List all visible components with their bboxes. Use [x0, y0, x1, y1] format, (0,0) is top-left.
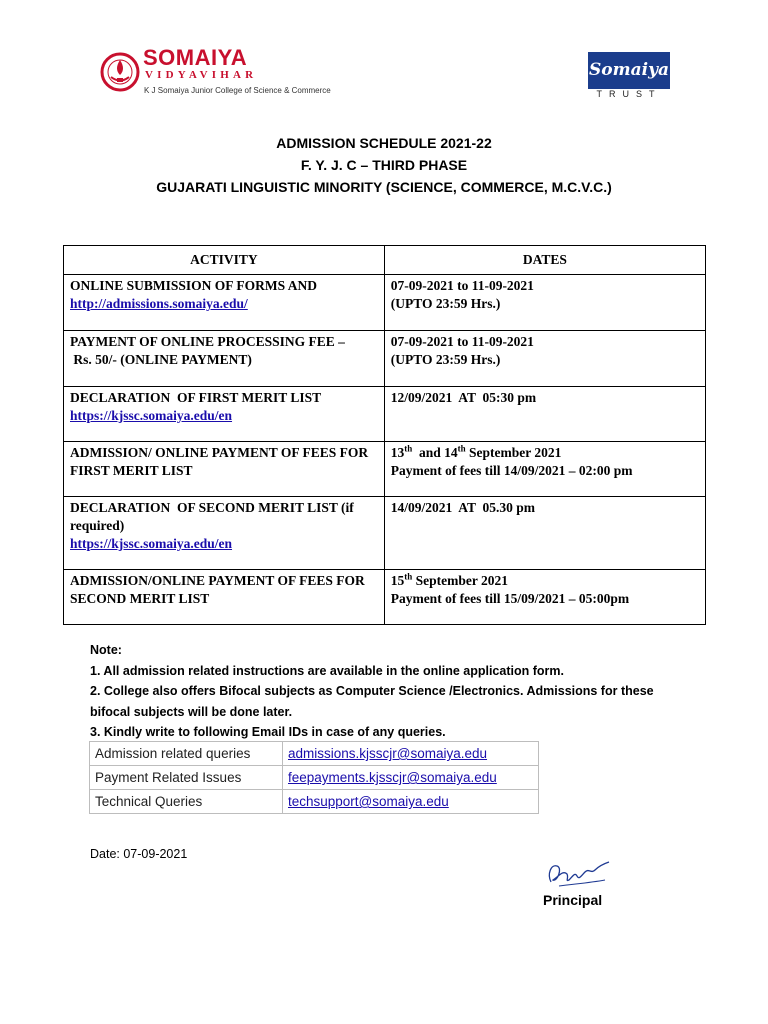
notes-section [90, 640, 710, 743]
table-row [64, 275, 706, 331]
activity-cell [64, 275, 385, 331]
email-link[interactable]: admissions.kjsscjr@somaiya.edu [283, 742, 539, 766]
date-day: and 14 [412, 445, 458, 460]
payment-deadline: Payment of fees till 14/09/2021 – 02:00 pm [390, 463, 633, 478]
activity-text: DECLARATION OF FIRST MERIT LIST [70, 390, 322, 405]
table-row [64, 497, 706, 570]
admissions-portal-link[interactable]: http://admissions.somaiya.edu/ [70, 296, 248, 311]
date-suffix: th [404, 443, 413, 454]
dates-cell [384, 387, 705, 442]
query-type: Admission related queries [90, 742, 283, 766]
query-type: Payment Related Issues [90, 766, 283, 790]
payment-deadline: Payment of fees till 15/09/2021 – 05:00pm [390, 591, 630, 606]
document-title [0, 132, 768, 198]
activity-cell [64, 570, 385, 625]
dates-cell [384, 331, 705, 387]
college-name: K J Somaiya Junior College of Science & Commerce [144, 86, 331, 95]
activity-text: ADMISSION/ONLINE PAYMENT OF FEES FOR SECOND MERIT LIST [70, 573, 365, 606]
issue-date: Date: 07-09-2021 [90, 847, 188, 861]
date-month: September 2021 [412, 573, 508, 588]
date-day: 15 [390, 573, 405, 588]
kjssc-website-link[interactable]: https://kjssc.somaiya.edu/en [70, 536, 233, 551]
date-range: 07-09-2021 to 11-09-2021 [390, 278, 534, 293]
note-item: 3. Kindly write to following Email IDs in case of any queries. [90, 725, 446, 739]
dates-cell [384, 275, 705, 331]
activity-text: ADMISSION/ ONLINE PAYMENT OF FEES FOR FIRST MERIT LIST [70, 445, 369, 478]
table-row [90, 742, 539, 766]
date-range [391, 444, 699, 462]
note-item: 2. College also offers Bifocal subjects as Computer Science /Electronics. Admissions for these [90, 684, 654, 698]
trust-logo-caption: TRUST [596, 89, 662, 99]
principal-label: Principal [543, 892, 603, 908]
kjssc-website-link[interactable]: https://kjssc.somaiya.edu/en [70, 408, 233, 423]
principal-signature [545, 856, 615, 892]
activity-text: ONLINE SUBMISSION OF FORMS AND [70, 278, 318, 293]
table-row [64, 442, 706, 497]
dates-header: DATES [384, 246, 705, 275]
note-item: 1. All admission related instructions are available in the online application form. [90, 663, 564, 678]
brand-subtitle: VIDYAVIHAR [145, 69, 258, 81]
title-line-3: GUJARATI LINGUISTIC MINORITY (SCIENCE, COMMERCE, M.C.V.C.) [156, 179, 612, 195]
note-item-continued: bifocal subjects will be done later. [90, 704, 293, 719]
table-row [64, 387, 706, 442]
date-note: (UPTO 23:59 Hrs.) [390, 352, 501, 367]
contact-emails-table [89, 741, 539, 814]
brand-name: SOMAIYA [143, 45, 248, 70]
title-line-2: F. Y. J. C – THIRD PHASE [300, 157, 468, 173]
dates-cell [384, 497, 705, 570]
notes-heading: Note: [90, 643, 122, 657]
date-text: 14/09/2021 AT 05.30 pm [390, 500, 535, 515]
date-note: (UPTO 23:59 Hrs.) [390, 296, 501, 311]
date-suffix: th [457, 443, 466, 454]
email-link[interactable]: feepayments.kjsscjr@somaiya.edu [283, 766, 539, 790]
date-suffix: th [404, 571, 413, 582]
admission-schedule-table [63, 245, 706, 625]
table-row [64, 570, 706, 625]
date-range [391, 572, 699, 590]
activity-text: PAYMENT OF ONLINE PROCESSING FEE – [70, 334, 345, 349]
activity-cell [64, 331, 385, 387]
activity-cell [64, 387, 385, 442]
activity-text: DECLARATION OF SECOND MERIT LIST (if required) [70, 500, 358, 533]
query-type: Technical Queries [90, 790, 283, 814]
date-month: September 2021 [465, 445, 562, 460]
activity-cell [64, 442, 385, 497]
somaiya-emblem-icon [100, 44, 142, 102]
title-line-1: ADMISSION SCHEDULE 2021-22 [276, 135, 492, 151]
activity-text-2: Rs. 50/- (ONLINE PAYMENT) [70, 352, 252, 367]
activity-cell [64, 497, 385, 570]
table-row [64, 331, 706, 387]
date-text: 12/09/2021 AT 05:30 pm [390, 390, 537, 405]
date-range: 07-09-2021 to 11-09-2021 [390, 334, 534, 349]
date-day: 13 [390, 445, 405, 460]
dates-cell [384, 442, 705, 497]
activity-header: ACTIVITY [64, 246, 385, 275]
table-row [90, 790, 539, 814]
table-row [90, 766, 539, 790]
dates-cell [384, 570, 705, 625]
somaiya-vidyavihar-logo [100, 44, 331, 104]
email-link[interactable]: techsupport@somaiya.edu [283, 790, 539, 814]
trust-logo-wordmark: Somaiya [588, 52, 670, 89]
somaiya-trust-logo [588, 52, 670, 102]
table-header-row [64, 246, 706, 275]
